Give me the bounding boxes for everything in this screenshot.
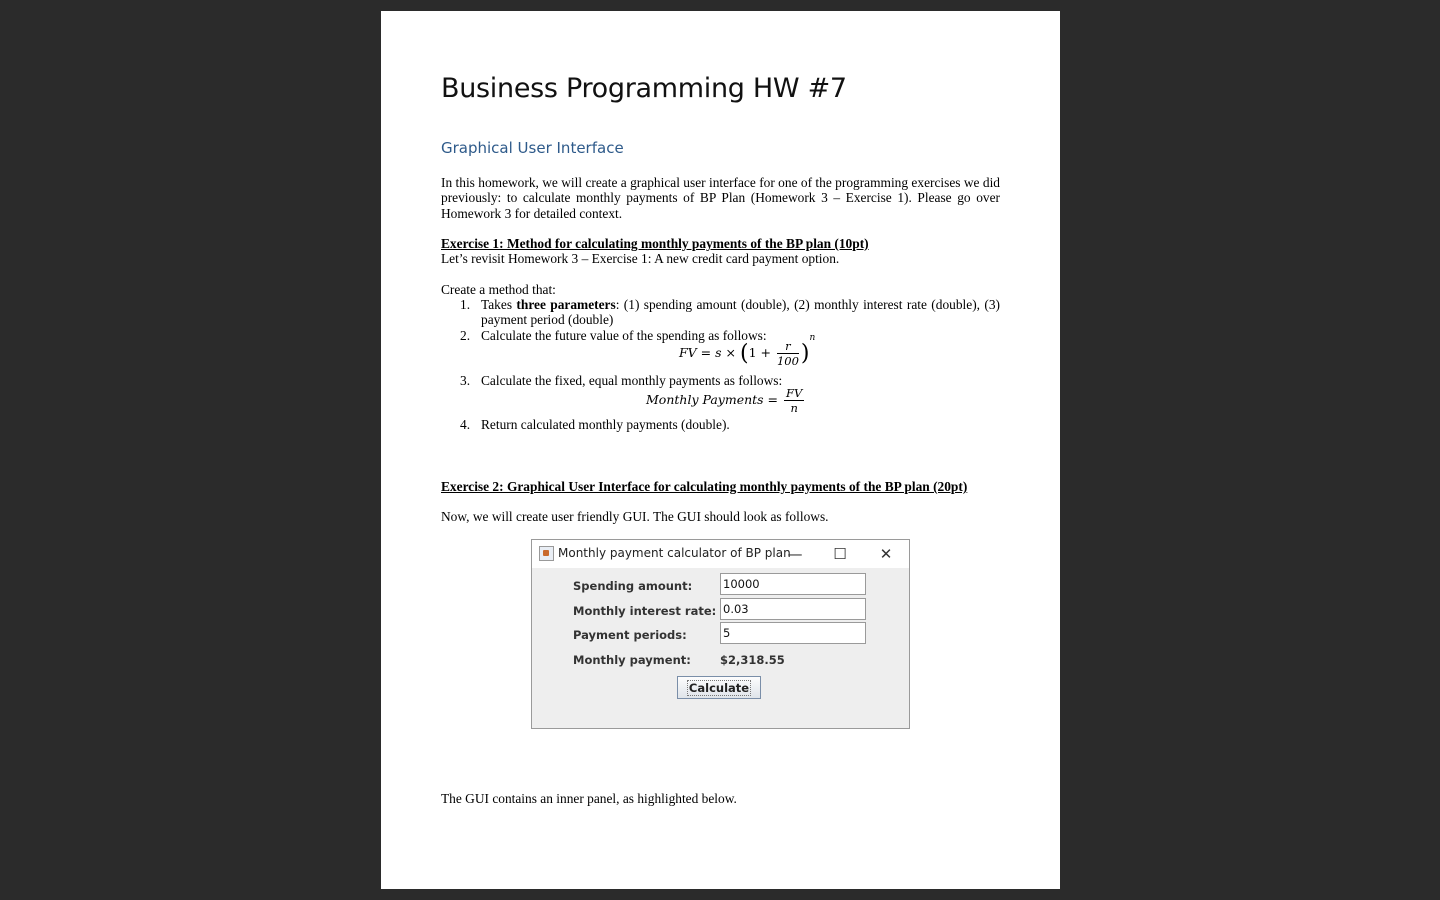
exercise2-line: Now, we will create user friendly GUI. The GUI should look as follows. [441, 509, 829, 524]
minimize-icon[interactable]: — [787, 545, 803, 563]
list-text: Calculate the future value of the spending as follows: [481, 328, 767, 343]
list-number: 3. [460, 373, 471, 388]
list-item [460, 297, 1000, 328]
section-heading: Graphical User Interface [441, 139, 624, 157]
gui-window [531, 539, 910, 729]
list-text: Return calculated monthly payments (double). [481, 417, 730, 432]
exercise2-heading: Exercise 2: Graphical User Interface for calculating monthly payments of the BP plan (20pt) [441, 479, 968, 494]
list-item [460, 417, 1000, 432]
calculate-button[interactable] [677, 676, 761, 699]
footer-line: The GUI contains an inner panel, as highlighted below. [441, 791, 737, 806]
list-text: Calculate the fixed, equal monthly payments as follows: [481, 373, 783, 388]
document-page [381, 11, 1060, 889]
intro-paragraph: In this homework, we will create a graphical user interface for one of the programming exercises we did previously: to calculate monthly payments of BP Plan (Homework 3 – Exercise 1). Please go over Homework 3 for detailed context. [441, 175, 1000, 221]
payment-periods-label: Payment periods: [573, 628, 687, 642]
list-number: 4. [460, 417, 471, 432]
interest-rate-input[interactable] [720, 598, 866, 620]
list-number: 1. [460, 297, 471, 312]
java-app-icon [539, 546, 554, 561]
exercise1-heading: Exercise 1: Method for calculating monthly payments of the BP plan (10pt) [441, 236, 869, 251]
page-title: Business Programming HW #7 [441, 73, 847, 104]
interest-rate-label: Monthly interest rate: [573, 604, 717, 618]
window-title-bar [532, 540, 909, 568]
window-title: Monthly payment calculator of BP plan [558, 546, 791, 560]
spending-amount-input[interactable] [720, 573, 866, 595]
calculate-button-label: Calculate [688, 680, 750, 695]
exercise1-line: Let’s revisit Homework 3 – Exercise 1: A new credit card payment option. [441, 251, 840, 266]
spending-amount-label: Spending amount: [573, 579, 693, 593]
monthly-payment-label: Monthly payment: [573, 653, 691, 667]
maximize-icon[interactable]: ☐ [833, 545, 847, 563]
list-text: Takes three parameters: (1) spending amount (double), (2) monthly interest rate (double), (3) payment period (double) [481, 297, 1000, 328]
future-value-equation: FV = s × (1 + $\frac{r}{100}$ )$^n$ [679, 333, 816, 368]
close-icon[interactable]: ✕ [879, 545, 893, 563]
list-number: 2. [460, 328, 471, 343]
monthly-payment-value: $2,318.55 [720, 653, 785, 667]
payment-periods-input[interactable] [720, 622, 866, 644]
monthly-payments-equation: Monthly Payments = $\frac{FV}{n}$ [646, 386, 803, 415]
create-method-line: Create a method that: [441, 282, 556, 297]
